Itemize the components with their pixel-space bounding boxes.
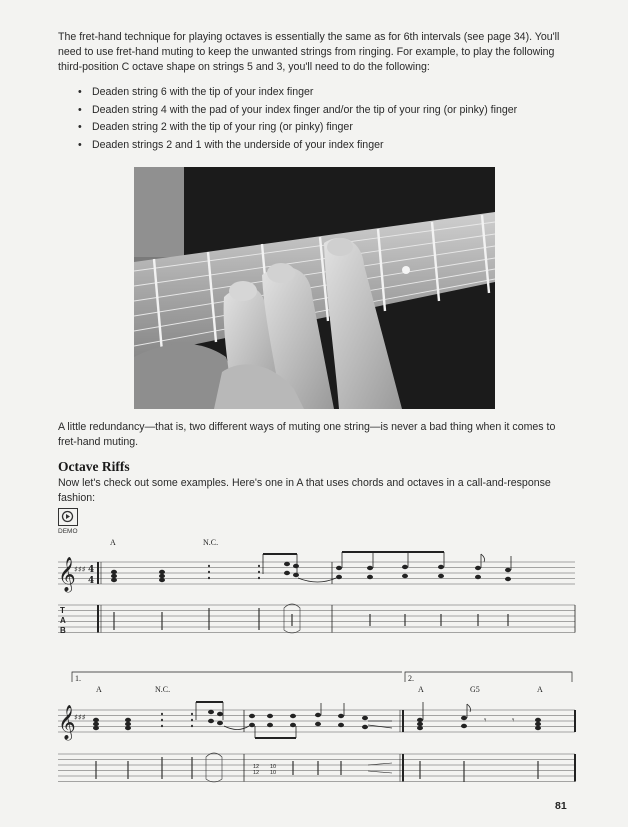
chord-symbol: N.C. xyxy=(203,538,219,547)
chord-symbol: N.C. xyxy=(155,685,171,694)
intro-paragraph: The fret-hand technique for playing octaves is essentially the same as for 6th intervals (see page 34). You'll need to use fret-hand muting to keep the unwanted strings from ringing. For example, to play the following third-position C octave shape on strings 5 and 3, you'll need to do the following: xyxy=(58,31,560,73)
tab-letter: A xyxy=(60,616,66,625)
rest-icon: 𝄾 xyxy=(484,716,487,726)
tab-letter: T xyxy=(60,606,65,615)
treble-clef-icon: 𝄞 xyxy=(58,705,76,740)
chord-symbol: A xyxy=(537,685,543,694)
demo-audio-icon[interactable] xyxy=(58,508,78,526)
key-signature-icon: ♯♯♯ xyxy=(74,565,86,574)
chord-symbol: A xyxy=(110,538,116,547)
notes-system-2 xyxy=(93,710,541,730)
octave-riffs-notation xyxy=(0,530,628,790)
second-ending-label: 2. xyxy=(408,674,414,683)
list-item: • Deaden strings 2 and 1 with the underside of your index finger xyxy=(78,137,517,155)
fret-hand-photo xyxy=(134,167,495,409)
key-signature-icon: ♯♯♯ xyxy=(74,713,86,722)
chord-symbol: G5 xyxy=(470,685,480,694)
chord-symbol: A xyxy=(418,685,424,694)
first-ending-label: 1. xyxy=(75,674,81,683)
tab-fret-number: 12 xyxy=(253,764,260,770)
tab-fret-number: 12 xyxy=(253,770,260,776)
time-signature-icon: 4 xyxy=(88,565,95,575)
section-title: Octave Riffs xyxy=(58,459,130,474)
tab-note-marks xyxy=(96,757,538,782)
system-2 xyxy=(58,672,575,782)
page-number: 81 xyxy=(555,800,567,812)
redundancy-paragraph: A little redundancy—that is, two different ways of muting one string—is never a bad thing when it comes to fret-hand muting. xyxy=(58,421,556,448)
system-1 xyxy=(58,538,575,635)
list-item: • Deaden string 6 with the tip of your index finger xyxy=(78,84,517,102)
list-item: • Deaden string 4 with the pad of your index finger and/or the tip of your ring (or pinky) finger xyxy=(78,102,517,120)
demo-label: DEMO xyxy=(58,528,78,535)
list-item: • Deaden string 2 with the tip of your ring (or pinky) finger xyxy=(78,119,517,137)
tab-fret-number: 10 xyxy=(270,770,277,776)
rest-icon: 𝄾 xyxy=(512,716,515,726)
muting-steps-list xyxy=(78,84,517,154)
chord-symbol: A xyxy=(96,685,102,694)
riffs-intro-paragraph: Now let's check out some examples. Here's one in A that uses chords and octaves in a call-and-response fashion: xyxy=(58,477,551,504)
tab-fret-number: 10 xyxy=(270,764,277,770)
treble-clef-icon: 𝄞 xyxy=(58,557,76,592)
tab-letter: B xyxy=(60,626,66,635)
time-signature-icon: 4 xyxy=(88,576,95,586)
